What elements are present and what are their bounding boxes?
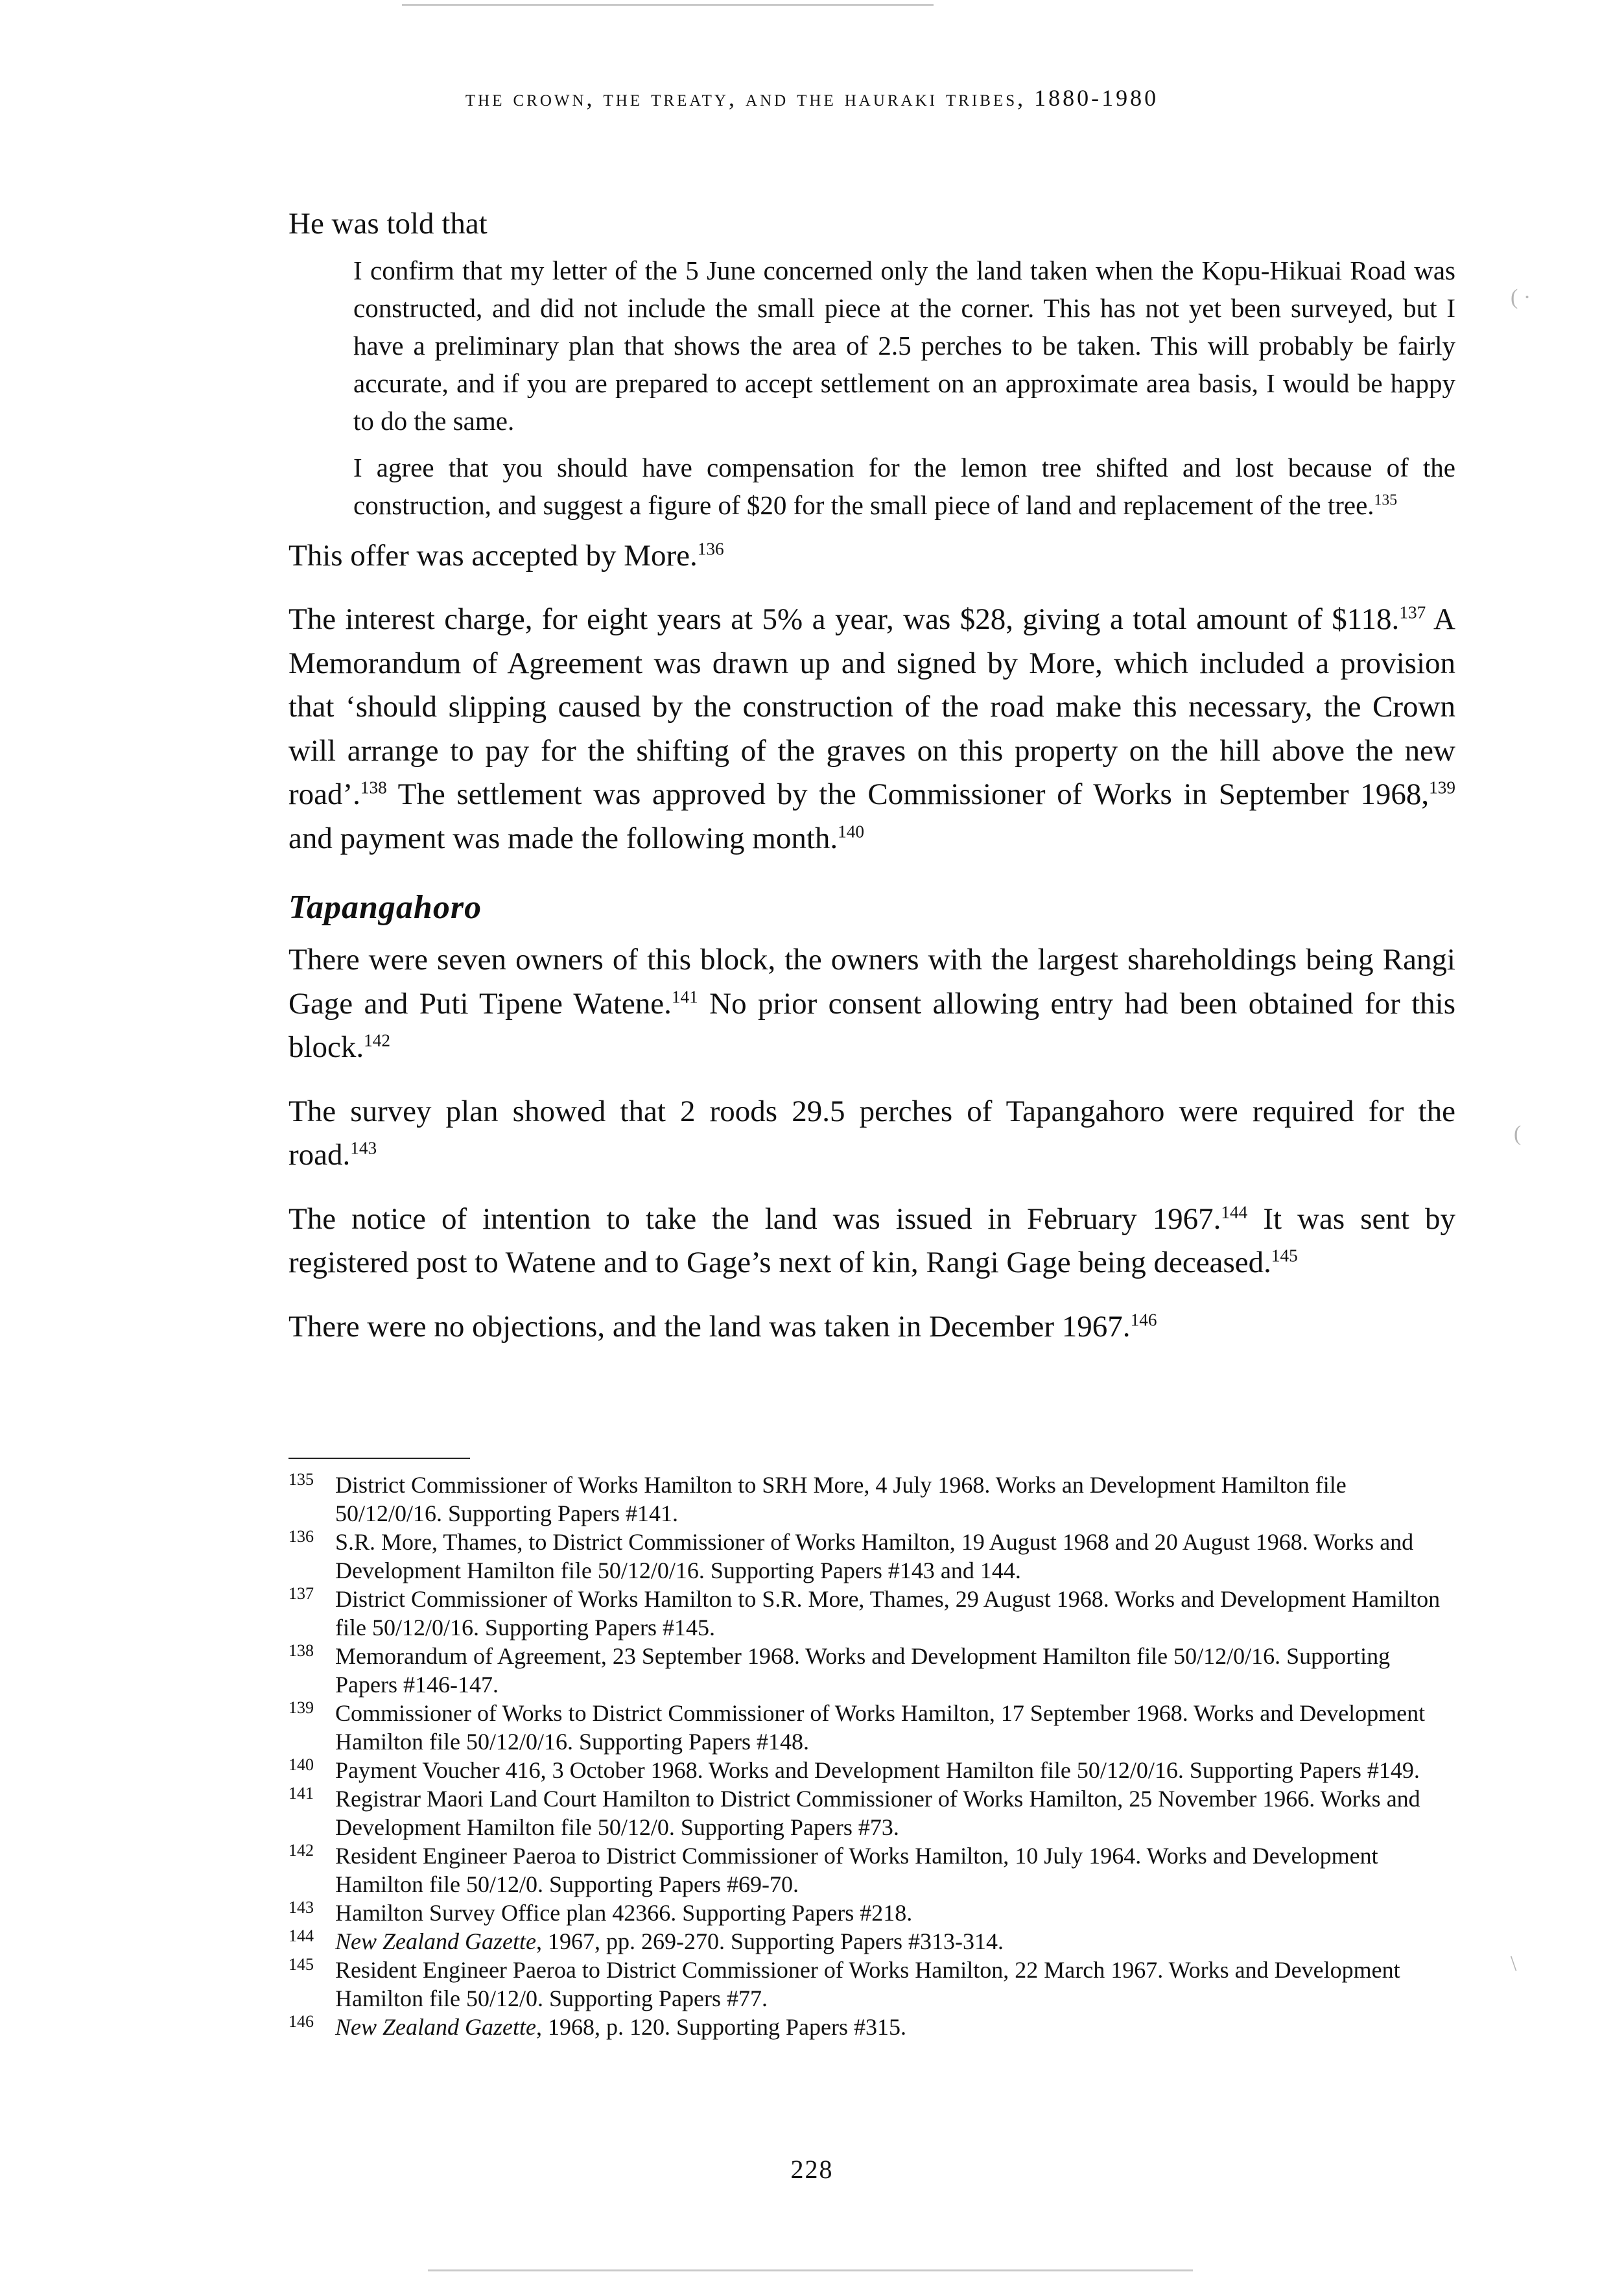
paragraph-text: It was sent by registered post to Watene and to Gage’s next of kin, Rangi Gage being deceased. [288, 1202, 1455, 1279]
scan-edge-top [402, 4, 934, 6]
page-number: 228 [790, 2155, 834, 2184]
paragraph-text: A Memorandum of Agreement was drawn up and signed by More, which included a provision that ‘should slipping caused by the construction of the road make this necessary, the Crown will arrange to pay for the shifting of the graves on this property on the hill above the new road’. [288, 602, 1455, 811]
footnote-item [288, 1756, 1455, 1784]
footnote-number: 146 [288, 2012, 314, 2031]
paragraph-text: This offer was accepted by More. [288, 538, 698, 573]
footnote-text: Resident Engineer Paeroa to District Commissioner of Works Hamilton, 22 March 1967. Works and Development Hamilton file 50/12/0. Supporting Papers #77. [335, 1957, 1400, 2011]
footnote-ref[interactable]: 145 [1271, 1246, 1298, 1266]
paragraph-no-objections [288, 1305, 1455, 1349]
footnote-ref[interactable]: 136 [697, 538, 724, 558]
footnote-item [288, 1927, 1455, 1956]
paragraph-text: No prior consent allowing entry had been obtained for this block. [288, 986, 1455, 1064]
footnote-number: 140 [288, 1755, 314, 1774]
footnote-number: 143 [288, 1898, 314, 1917]
footnote-number: 136 [288, 1527, 314, 1546]
footnote-ref[interactable]: 142 [364, 1030, 391, 1050]
scan-artifact-mark: \ [1511, 1952, 1517, 1976]
footnote-item [288, 1784, 1455, 1842]
footnote-publication: New Zealand Gazette [335, 1928, 536, 1954]
footnote-ref[interactable]: 144 [1221, 1202, 1248, 1222]
paragraph-text: The survey plan showed that 2 roods 29.5 perches of Tapangahoro were required for the road. [288, 1094, 1455, 1172]
footnote-ref[interactable]: 146 [1130, 1309, 1157, 1329]
paragraph-text: There were no objections, and the land was taken in December 1967. [288, 1309, 1131, 1344]
footnote-number: 137 [288, 1584, 314, 1603]
footnote-item [288, 1585, 1455, 1642]
footnote-item [288, 1699, 1455, 1756]
footnote-text: Hamilton Survey Office plan 42366. Supporting Papers #218. [335, 1900, 913, 1926]
footnote-ref[interactable]: 137 [1399, 602, 1426, 622]
footnote-text: District Commissioner of Works Hamilton to SRH More, 4 July 1968. Works an Development Hamilton file 50/12/0/16. Supporting Papers #141. [335, 1472, 1347, 1526]
footnote-ref[interactable]: 138 [360, 777, 387, 798]
intro-paragraph [288, 202, 1455, 246]
footnote-text: District Commissioner of Works Hamilton to S.R. More, Thames, 29 August 1968. Works and Development Hamilton file 50/12/0/16. Supporting Papers #145. [335, 1586, 1441, 1640]
footnote-text: , 1968, p. 120. Supporting Papers #315. [535, 2014, 906, 2040]
footnote-text: Commissioner of Works to District Commissioner of Works Hamilton, 17 September 1968. Works and Development Hamilton file 50/12/0/16. Supporting Papers #148. [335, 1700, 1426, 1755]
footnote-number: 145 [288, 1955, 314, 1974]
paragraph-text: There were seven owners of this block, the owners with the largest shareholdings being Rangi Gage and Puti Tipene Watene. [288, 943, 1455, 1021]
paragraph-interest-charge [288, 598, 1455, 860]
footnote-text: , 1967, pp. 269-270. Supporting Papers #313-314. [535, 1928, 1004, 1954]
footnote-text: S.R. More, Thames, to District Commissioner of Works Hamilton, 19 August 1968 and 20 August 1968. Works and Development Hamilton file 50/12/0/16. Supporting Papers #143 and 144. [335, 1529, 1414, 1583]
footnote-text: Registrar Maori Land Court Hamilton to District Commissioner of Works Hamilton, 25 November 1966. Works and Development Hamilton file 50/12/0. Supporting Papers #73. [335, 1786, 1420, 1840]
paragraph-text: The interest charge, for eight years at 5% a year, was $28, giving a total amount of $118. [288, 602, 1400, 636]
footnote-ref[interactable]: 141 [671, 986, 698, 1006]
scan-artifact-mark: ( [1514, 1122, 1522, 1146]
footnote-number: 135 [288, 1470, 314, 1489]
quote-paragraph-2-text: I agree that you should have compensation for the lemon tree shifted and lost because of the construction, and suggest a figure of $20 for the small piece of land and replacement of the tree. [353, 452, 1455, 520]
footnote-publication: New Zealand Gazette [335, 2014, 536, 2040]
footnote-ref[interactable]: 140 [838, 821, 864, 841]
paragraph-text: The settlement was approved by the Commissioner of Works in September 1968, [386, 777, 1430, 811]
footnote-item [288, 1842, 1455, 1899]
scan-edge-bottom [428, 2269, 1193, 2271]
footnote-item [288, 1528, 1455, 1585]
body-text [288, 202, 1455, 1369]
footnote-item [288, 2013, 1455, 2041]
footnote-number: 139 [288, 1698, 314, 1717]
footnote-number: 142 [288, 1841, 314, 1860]
footnote-number: 144 [288, 1926, 314, 1945]
intro-text: He was told that [288, 207, 488, 241]
paragraph-survey-plan [288, 1090, 1455, 1178]
paragraph-offer-accepted [288, 534, 1455, 578]
footnote-ref[interactable]: 139 [1429, 777, 1455, 798]
footnote-text: Resident Engineer Paeroa to District Commissioner of Works Hamilton, 10 July 1964. Works and Development Hamilton file 50/12/0. Supporting Papers #69-70. [335, 1843, 1378, 1897]
footnote-number: 141 [288, 1784, 314, 1803]
footnote-item [288, 1899, 1455, 1927]
footnote-text: Payment Voucher 416, 3 October 1968. Works and Development Hamilton file 50/12/0/16. Supporting Papers #149. [335, 1757, 1420, 1783]
block-quote [353, 252, 1455, 524]
quote-paragraph-1: I confirm that my letter of the 5 June concerned only the land taken when the Kopu-Hikuai Road was constructed, and did not include the small piece at the corner. This has not yet been surveyed, but I have a preliminary plan that shows the area of 2.5 perches to be taken. This will probably be fairly accurate, and if you are prepared to accept settlement on an approximate area basis, I would be happy to do the same. [353, 255, 1455, 436]
footnote-text: Memorandum of Agreement, 23 September 1968. Works and Development Hamilton file 50/12/0/16. Supporting Papers #146-147. [335, 1643, 1391, 1698]
footnote-item [288, 1956, 1455, 2013]
footnote-ref[interactable]: 143 [350, 1138, 377, 1158]
footnote-item [288, 1471, 1455, 1528]
scan-artifact-mark: ( · [1511, 285, 1531, 309]
paragraph-text: and payment was made the following month. [288, 821, 838, 855]
quote-paragraph-2 [353, 449, 1455, 524]
section-heading: Tapangahoro [288, 889, 482, 926]
footnote-item [288, 1642, 1455, 1699]
footnote-number: 138 [288, 1641, 314, 1660]
paragraph-owners [288, 938, 1455, 1070]
footnote-ref[interactable]: 135 [1374, 491, 1398, 508]
paragraph-notice [288, 1198, 1455, 1285]
paragraph-text: The notice of intention to take the land was issued in February 1967. [288, 1202, 1221, 1236]
footnotes [288, 1471, 1455, 2041]
footnote-divider [288, 1458, 470, 1459]
running-head: the crown, the treaty, and the hauraki tribes, 1880-1980 [465, 85, 1159, 111]
